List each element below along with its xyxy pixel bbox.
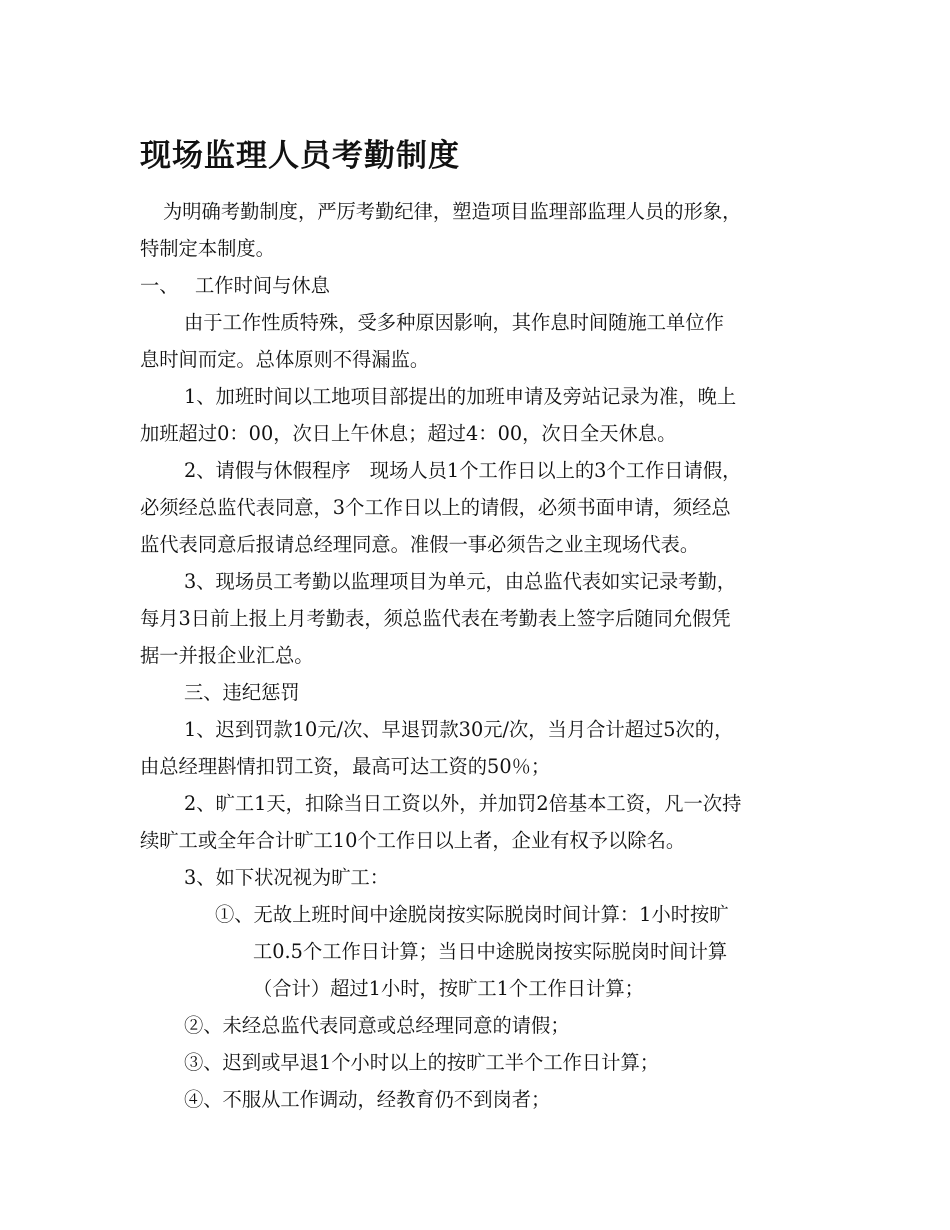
paragraph-line: 为明确考勤制度，严厉考勤纪律，塑造项目监理部监理人员的形象， [163, 200, 742, 223]
section-heading: 三、违纪惩罚 [184, 681, 300, 704]
sub-item-line: ①、无故上班时间中途脱岗按实际脱岗时间计算：1小时按旷 [215, 903, 729, 926]
paragraph-line: 特制定本制度。 [140, 237, 275, 260]
paragraph-line: 3、如下状况视为旷工： [184, 866, 390, 889]
paragraph-line: 1、迟到罚款10元/次、早退罚款30元/次，当月合计超过5次的， [184, 718, 734, 741]
paragraph-line: 每月3日前上报上月考勤表，须总监代表在考勤表上签字后随同允假凭 [140, 607, 731, 630]
paragraph-line: 1、加班时间以工地项目部提出的加班申请及旁站记录为准，晚上 [184, 385, 737, 408]
paragraph-line: 3、现场员工考勤以监理项目为单元，由总监代表如实记录考勤， [184, 570, 737, 593]
paragraph-line: 监代表同意后报请总经理同意。准假一事必须告之业主现场代表。 [140, 533, 700, 556]
paragraph-line: 续旷工或全年合计旷工10个工作日以上者，企业有权予以除名。 [140, 829, 686, 852]
document-body [140, 193, 810, 1118]
paragraph-line: 息时间而定。总体原则不得漏监。 [140, 348, 430, 371]
list-item: ④、不服从工作调动，经教育仍不到岗者； [184, 1088, 551, 1111]
list-item: ③、迟到或早退1个小时以上的按旷工半个工作日计算； [184, 1051, 660, 1074]
section-number: 一、 [140, 274, 179, 297]
paragraph-line: 据一并报企业汇总。 [140, 644, 314, 667]
paragraph-line: 必须经总监代表同意，3个工作日以上的请假，必须书面申请，须经总 [140, 496, 731, 519]
document-title: 现场监理人员考勤制度 [140, 138, 460, 174]
paragraph-line: 加班超过0：00，次日上午休息；超过4：00，次日全天休息。 [140, 422, 677, 445]
paragraph-line: 2、请假与休假程序 现场人员1个工作日以上的3个工作日请假， [184, 459, 742, 482]
paragraph-line: 由于工作性质特殊，受多种原因影响，其作息时间随施工单位作 [184, 311, 724, 334]
section-heading [140, 267, 810, 304]
sub-item-line: （合计）超过1小时，按旷工1个工作日计算； [253, 977, 644, 1000]
paragraph-line: 2、旷工1天，扣除当日工资以外，并加罚2倍基本工资，凡一次持 [184, 792, 742, 815]
sub-item-line: 工0.5个工作日计算；当日中途脱岗按实际脱岗时间计算 [253, 940, 728, 963]
list-item: ②、未经总监代表同意或总经理同意的请假； [184, 1014, 570, 1037]
section-title: 工作时间与休息 [195, 274, 330, 297]
paragraph-line: 由总经理斟情扣罚工资，最高可达工资的50％； [140, 755, 551, 778]
